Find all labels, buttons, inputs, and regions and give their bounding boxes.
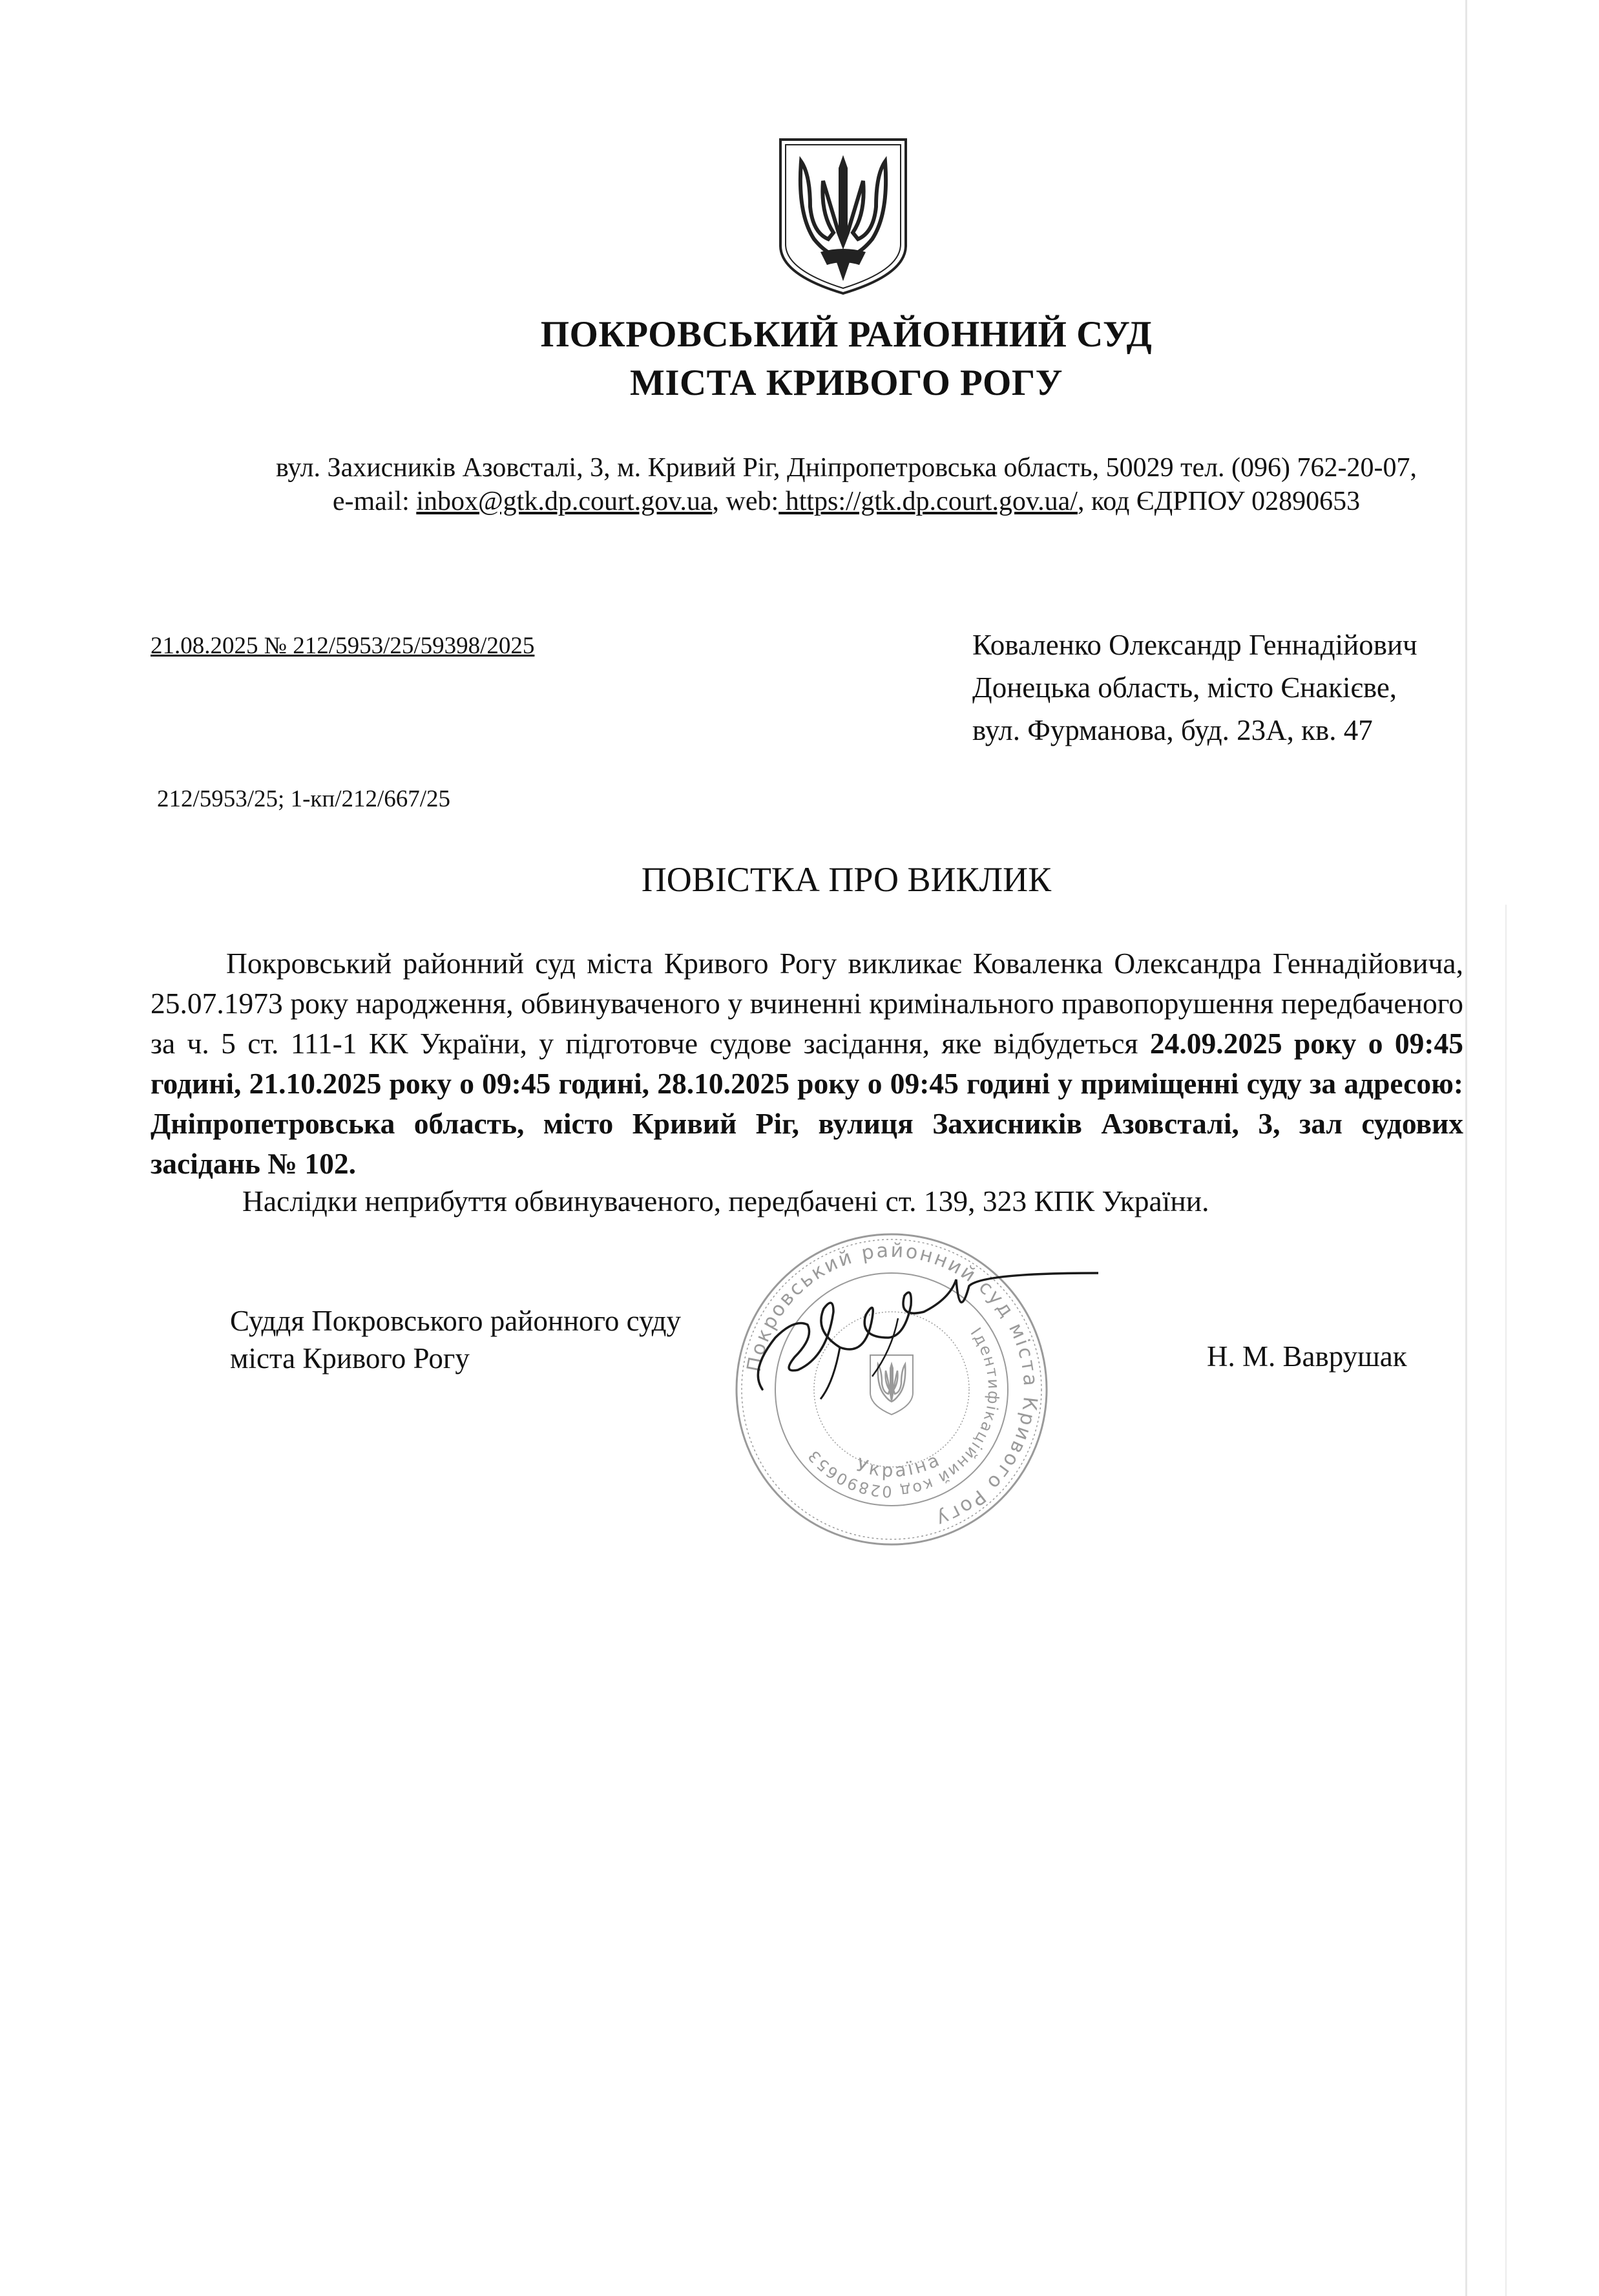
stamp-country-text: Україна bbox=[853, 1448, 945, 1482]
recipient-block bbox=[972, 624, 1417, 752]
body-text-bold: 24.09.2025 року о 09:45 годині, 21.10.2025 року о 09:45 годині, 28.10.2025 року о 09:45 годині у приміщенні суду за адресою: Дніпропетровська область, місто Кривий Ріг, вулиця Захисників Азовсталі, 3, зал судових засідань № 102. bbox=[151, 1027, 1464, 1180]
court-address: вул. Захисників Азовсталі, 3, м. Кривий Ріг, Дніпропетровська область, 50029 тел. (096) 762-20-07, bbox=[276, 453, 1417, 483]
coat-of-arms-icon bbox=[775, 136, 911, 297]
court-contacts bbox=[0, 486, 1599, 517]
summons-body bbox=[151, 943, 1463, 1184]
consequences-note: Наслідки неприбуття обвинуваченого, передбачені ст. 139, 323 КПК України. bbox=[242, 1185, 1209, 1217]
stamp-inner-text: Ідентифікаційний код 02890653 bbox=[804, 1324, 1003, 1501]
case-reference: 212/5953/25; 1-кп/212/667/25 bbox=[157, 786, 451, 812]
judge-signature bbox=[737, 1260, 1098, 1415]
signer-position bbox=[230, 1302, 681, 1377]
recipient-street: вул. Фурманова, буд. 23А, кв. 47 bbox=[972, 714, 1373, 746]
judge-name: Н. М. Ваврушак bbox=[1207, 1340, 1407, 1373]
edrpou-code: , код ЄДРПОУ 02890653 bbox=[1077, 487, 1361, 516]
recipient-region: Донецька область, місто Єнакієве, bbox=[972, 671, 1397, 704]
signer-position-line2: міста Кривого Рогу bbox=[230, 1342, 470, 1374]
signer-position-line1: Суддя Покровського районного суду bbox=[230, 1305, 682, 1337]
web-link[interactable]: https://gtk.dp.court.gov.ua/ bbox=[779, 487, 1078, 516]
email-link[interactable]: inbox@gtk.dp.court.gov.ua bbox=[416, 487, 713, 516]
court-name-line2: МІСТА КРИВОГО РОГУ bbox=[630, 363, 1063, 403]
body-text-regular: Покровський районний суд міста Кривого Рогу викликає Коваленка Олександра Геннадійовича, 25.07.1973 року народження, обвинуваченого у вчиненні кримінального правопорушення передбаченого за ч. 5 ст. 111-1 КК України, у підготовче судове засідання, яке відбудеться bbox=[151, 947, 1463, 1060]
recipient-name: Коваленко Олександр Геннадійович bbox=[972, 629, 1417, 661]
email-label: e-mail: bbox=[332, 487, 417, 516]
scan-edge-line bbox=[1505, 905, 1507, 2296]
document-title: ПОВІСТКА ПРО ВИКЛИК bbox=[641, 860, 1052, 899]
court-name-line1: ПОКРОВСЬКИЙ РАЙОННИЙ СУД bbox=[540, 314, 1153, 355]
stamp-outer-text: Покровський районний суд міста Кривого Рогу bbox=[742, 1239, 1042, 1532]
web-label: , web: bbox=[712, 487, 779, 516]
outgoing-reference: 21.08.2025 № 212/5953/25/59398/2025 bbox=[151, 633, 535, 659]
